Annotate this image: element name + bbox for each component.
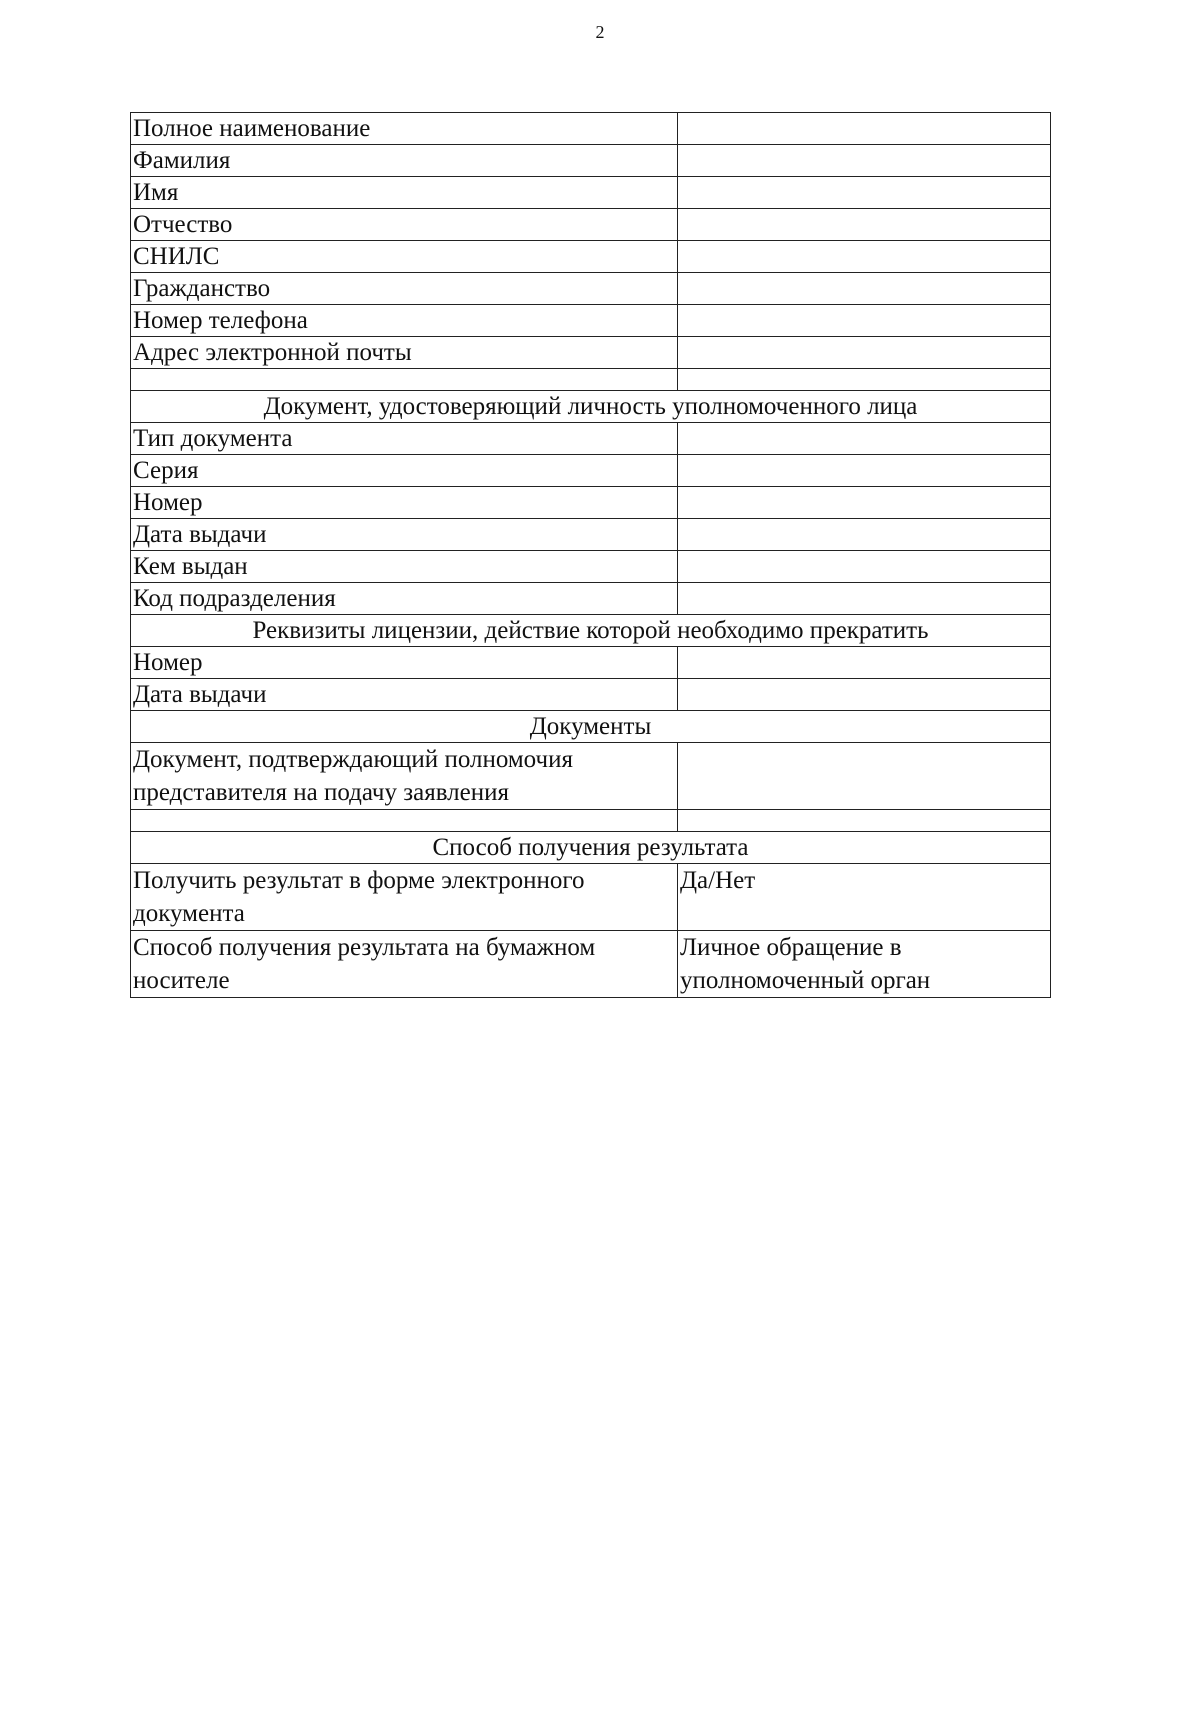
table-row (131, 113, 1051, 145)
empty-row (131, 369, 1051, 391)
empty-cell (131, 369, 678, 391)
field-label: Тип документа (131, 423, 678, 455)
field-label: Номер (131, 647, 678, 679)
table-row (131, 551, 1051, 583)
table-row (131, 864, 1051, 931)
field-value[interactable] (678, 647, 1051, 679)
table-row (131, 305, 1051, 337)
table-row (131, 177, 1051, 209)
field-label: Дата выдачи (131, 679, 678, 711)
table-row (131, 583, 1051, 615)
field-value[interactable]: Личное обращение в уполномоченный орган (678, 931, 1051, 998)
table-row (131, 931, 1051, 998)
field-value[interactable] (678, 177, 1051, 209)
empty-cell (131, 810, 678, 832)
section-heading-result-method: Способ получения результата (131, 832, 1051, 864)
field-value[interactable] (678, 337, 1051, 369)
field-label: Отчество (131, 209, 678, 241)
field-label: Получить результат в форме электронного документа (131, 864, 678, 931)
section-header-row (131, 615, 1051, 647)
table-row (131, 679, 1051, 711)
field-label: Дата выдачи (131, 519, 678, 551)
field-value[interactable] (678, 113, 1051, 145)
table-row (131, 241, 1051, 273)
field-value[interactable] (678, 679, 1051, 711)
field-value[interactable]: Да/Нет (678, 864, 1051, 931)
section-header-row (131, 711, 1051, 743)
table-row (131, 273, 1051, 305)
field-label: Полное наименование (131, 113, 678, 145)
field-label: Фамилия (131, 145, 678, 177)
page-number: 2 (595, 22, 605, 42)
field-label: Документ, подтверждающий полномочия представителя на подачу заявления (131, 743, 678, 810)
field-value[interactable] (678, 423, 1051, 455)
field-value[interactable] (678, 487, 1051, 519)
field-value[interactable] (678, 583, 1051, 615)
field-value[interactable] (678, 209, 1051, 241)
field-label: Номер телефона (131, 305, 678, 337)
field-label: Адрес электронной почты (131, 337, 678, 369)
field-label: Гражданство (131, 273, 678, 305)
field-label: Код подразделения (131, 583, 678, 615)
field-label: Имя (131, 177, 678, 209)
table-row (131, 337, 1051, 369)
field-label: Номер (131, 487, 678, 519)
field-value[interactable] (678, 241, 1051, 273)
table-row (131, 423, 1051, 455)
table-row (131, 743, 1051, 810)
empty-cell (678, 810, 1051, 832)
field-value[interactable] (678, 455, 1051, 487)
field-value[interactable] (678, 551, 1051, 583)
empty-row (131, 810, 1051, 832)
field-value[interactable] (678, 519, 1051, 551)
table-row (131, 487, 1051, 519)
field-label: Способ получения результата на бумажном носителе (131, 931, 678, 998)
application-form-table (130, 112, 1051, 998)
table-row (131, 647, 1051, 679)
table-row (131, 209, 1051, 241)
table-row (131, 519, 1051, 551)
section-header-row (131, 832, 1051, 864)
field-value[interactable] (678, 273, 1051, 305)
table-row (131, 455, 1051, 487)
empty-cell (678, 369, 1051, 391)
section-heading-documents: Документы (131, 711, 1051, 743)
field-label: Кем выдан (131, 551, 678, 583)
table-row (131, 145, 1051, 177)
section-header-row (131, 391, 1051, 423)
field-value[interactable] (678, 305, 1051, 337)
section-heading-identity-document: Документ, удостоверяющий личность уполномоченного лица (131, 391, 1051, 423)
section-heading-license-details: Реквизиты лицензии, действие которой необходимо прекратить (131, 615, 1051, 647)
field-label: Серия (131, 455, 678, 487)
field-label: СНИЛС (131, 241, 678, 273)
field-value[interactable] (678, 743, 1051, 810)
field-value[interactable] (678, 145, 1051, 177)
